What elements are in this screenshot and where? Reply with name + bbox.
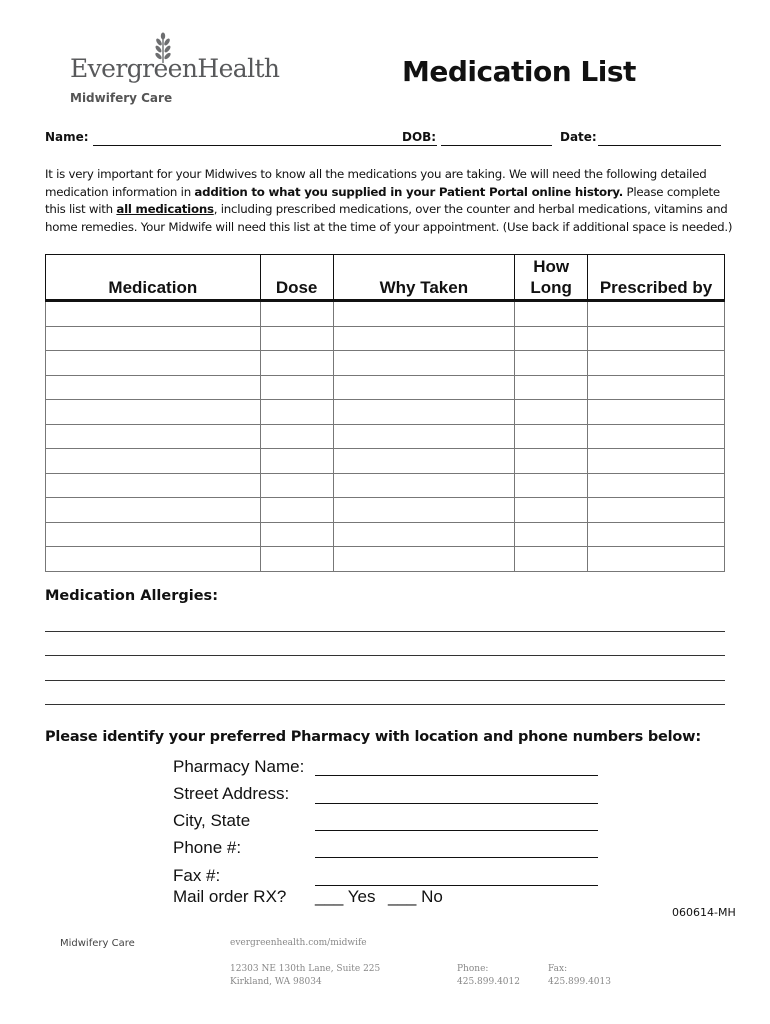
table-row [46, 547, 725, 572]
street-address-label: Street Address: [173, 784, 290, 803]
table-row [46, 375, 725, 400]
table-row [46, 449, 725, 474]
allergy-line[interactable] [45, 631, 725, 632]
medication-cell[interactable] [46, 547, 261, 572]
phone-field[interactable] [315, 857, 598, 858]
prescribed-by-cell[interactable] [588, 449, 725, 474]
dose-cell[interactable] [260, 498, 333, 523]
name-field[interactable] [93, 145, 437, 146]
medication-cell[interactable] [46, 498, 261, 523]
footer-phone-label: Phone: [457, 964, 489, 974]
dose-cell[interactable] [260, 522, 333, 547]
how-long-cell[interactable] [515, 351, 588, 376]
table-row [46, 522, 725, 547]
how-long-cell[interactable] [515, 449, 588, 474]
street-address-field[interactable] [315, 803, 598, 804]
intro-text-3: , including prescribed medications, over the counter and herbal medications, vitamins and home remedies. Your Midwife will need this list at the time of your appointment. (Use back if additional space is needed.) [45, 202, 733, 234]
medication-cell[interactable] [46, 424, 261, 449]
how-long-cell[interactable] [515, 498, 588, 523]
how-long-line-1: How [533, 257, 570, 276]
patient-info-line [45, 130, 735, 150]
medication-table [45, 254, 725, 572]
how-long-cell[interactable] [515, 400, 588, 425]
prescribed-by-cell[interactable] [588, 400, 725, 425]
how-long-cell[interactable] [515, 375, 588, 400]
medication-cell[interactable] [46, 473, 261, 498]
medication-cell[interactable] [46, 375, 261, 400]
dob-label: DOB: [402, 130, 437, 144]
city-state-field[interactable] [315, 830, 598, 831]
dose-cell[interactable] [260, 375, 333, 400]
allergy-line[interactable] [45, 704, 725, 705]
dose-cell[interactable] [260, 473, 333, 498]
table-row [46, 424, 725, 449]
why-taken-column-header: Why Taken [333, 255, 515, 301]
why-taken-cell[interactable] [333, 449, 515, 474]
why-taken-cell[interactable] [333, 400, 515, 425]
footer-phone: 425.899.4012 [457, 977, 520, 987]
prescribed-by-column-header: Prescribed by [588, 255, 725, 301]
table-row [46, 326, 725, 351]
why-taken-cell[interactable] [333, 547, 515, 572]
name-label: Name: [45, 130, 89, 144]
medication-cell[interactable] [46, 449, 261, 474]
pharmacy-heading: Please identify your preferred Pharmacy with location and phone numbers below: [45, 729, 701, 745]
dose-cell[interactable] [260, 326, 333, 351]
mail-order-no-option[interactable]: ___ No [388, 887, 443, 906]
dose-cell[interactable] [260, 449, 333, 474]
prescribed-by-cell[interactable] [588, 547, 725, 572]
form-code: 060614-MH [672, 906, 736, 919]
how-long-cell[interactable] [515, 547, 588, 572]
intro-underlined-text: all medications [116, 202, 214, 217]
table-row [46, 498, 725, 523]
medication-cell[interactable] [46, 326, 261, 351]
how-long-cell[interactable] [515, 326, 588, 351]
why-taken-cell[interactable] [333, 375, 515, 400]
table-row [46, 351, 725, 376]
why-taken-cell[interactable] [333, 424, 515, 449]
footer-department: Midwifery Care [60, 938, 135, 949]
footer-fax: 425.899.4013 [548, 977, 611, 987]
date-label: Date: [560, 130, 597, 144]
prescribed-by-cell[interactable] [588, 498, 725, 523]
how-long-column-header [515, 255, 588, 301]
dose-cell[interactable] [260, 400, 333, 425]
intro-text-2: Please complete this list with [45, 184, 720, 217]
allergy-line[interactable] [45, 680, 725, 681]
dob-field[interactable] [441, 145, 552, 146]
footer-website: evergreenhealth.com/midwife [230, 938, 367, 948]
medication-column-header: Medication [46, 255, 261, 301]
medication-cell[interactable] [46, 301, 261, 327]
mail-order-label: Mail order RX? [173, 887, 287, 906]
how-long-cell[interactable] [515, 473, 588, 498]
prescribed-by-cell[interactable] [588, 522, 725, 547]
prescribed-by-cell[interactable] [588, 424, 725, 449]
allergies-heading: Medication Allergies: [45, 588, 218, 604]
how-long-cell[interactable] [515, 522, 588, 547]
why-taken-cell[interactable] [333, 498, 515, 523]
table-header-row [46, 255, 725, 301]
intro-bold-text: addition to what you supplied in your Patient Portal online history. [194, 184, 624, 199]
why-taken-cell[interactable] [333, 301, 515, 327]
footer-address-line-1: 12303 NE 130th Lane, Suite 225 [230, 964, 381, 974]
dose-cell[interactable] [260, 424, 333, 449]
prescribed-by-cell[interactable] [588, 301, 725, 327]
pharmacy-name-label: Pharmacy Name: [173, 757, 305, 776]
how-long-cell[interactable] [515, 424, 588, 449]
table-row [46, 400, 725, 425]
fax-label: Fax #: [173, 866, 221, 885]
dose-cell[interactable] [260, 301, 333, 327]
prescribed-by-cell[interactable] [588, 351, 725, 376]
prescribed-by-cell[interactable] [588, 473, 725, 498]
why-taken-cell[interactable] [333, 522, 515, 547]
page-title: Medication List [402, 55, 636, 88]
dose-cell[interactable] [260, 547, 333, 572]
dose-column-header: Dose [260, 255, 333, 301]
medication-cell[interactable] [46, 522, 261, 547]
evergreenhealth-logo [70, 32, 280, 112]
brand-subtitle: Midwifery Care [70, 91, 173, 105]
prescribed-by-cell[interactable] [588, 326, 725, 351]
table-row [46, 473, 725, 498]
mail-order-yes-option[interactable]: ___ Yes [315, 887, 376, 906]
why-taken-cell[interactable] [333, 326, 515, 351]
footer-address-line-2: Kirkland, WA 98034 [230, 977, 322, 987]
phone-label: Phone #: [173, 838, 242, 857]
date-field[interactable] [598, 145, 721, 146]
allergy-line[interactable] [45, 655, 725, 656]
footer-fax-label: Fax: [548, 964, 568, 974]
intro-text-1: It is very important for your Midwives to know all the medications you are taking. We will need the following detailed medication information in [45, 167, 707, 199]
why-taken-cell[interactable] [333, 473, 515, 498]
brand-name: EvergreenHealth [70, 54, 280, 83]
city-state-label: City, State [173, 811, 251, 830]
medication-cell[interactable] [46, 351, 261, 376]
how-long-line-2: Long [530, 278, 572, 297]
pharmacy-name-field[interactable] [315, 775, 598, 776]
dose-cell[interactable] [260, 351, 333, 376]
medication-cell[interactable] [46, 400, 261, 425]
how-long-cell[interactable] [515, 301, 588, 327]
why-taken-cell[interactable] [333, 351, 515, 376]
table-row [46, 301, 725, 327]
fax-field[interactable] [315, 885, 598, 886]
instructions-paragraph [45, 166, 735, 236]
prescribed-by-cell[interactable] [588, 375, 725, 400]
